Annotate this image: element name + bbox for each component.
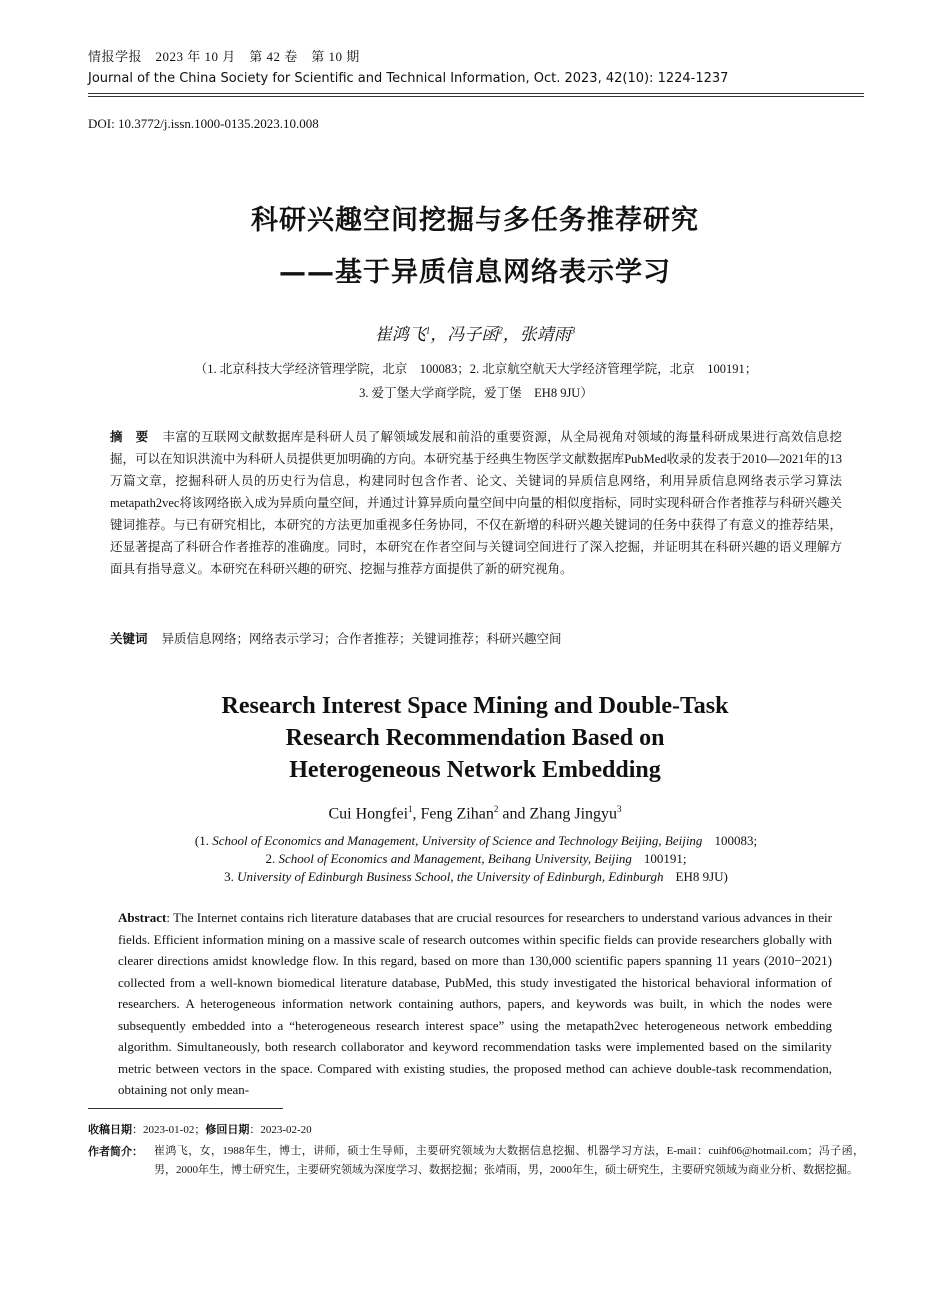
en-author-name: Zhang Jingyu xyxy=(529,805,618,823)
aff-institution: School of Economics and Management, University of Science and Technology Beijing, Beijing xyxy=(212,833,703,848)
cn-affiliation-line2: 3. 爱丁堡大学商学院，爱丁堡 EH8 9JU） xyxy=(359,386,593,400)
aff-institution: School of Economics and Management, Beihang University, Beijing xyxy=(278,851,632,866)
cn-author-name: 崔鸿飞 xyxy=(374,325,426,344)
en-title xyxy=(0,690,950,786)
en-affiliation-line1 xyxy=(88,832,864,850)
cn-title-line1: 科研兴趣空间挖掘与多任务推荐研究 xyxy=(251,205,699,236)
en-affiliation-line3 xyxy=(88,868,864,886)
aff-prefix: 3. xyxy=(224,869,238,884)
en-abstract xyxy=(118,907,832,1101)
aff-postcode: 100191; xyxy=(643,851,687,866)
footnote-rule xyxy=(88,1108,283,1109)
cn-authors xyxy=(0,320,950,345)
doi: DOI: 10.3772/j.issn.1000-0135.2023.10.008 xyxy=(88,116,319,131)
cn-keywords-text: 异质信息网络；网络表示学习；合作者推荐；关键词推荐；科研兴趣空间 xyxy=(161,632,562,646)
author-bio-text: 崔鸿飞，女，1988年生，博士，讲师，硕士生导师，主要研究领域为大数据信息挖掘、机器学习方法，E-mail：cuihf06@hotmail.com；冯子函，男，2000年生，博士研究生，主要研究领域为深度学习、数据挖掘；张靖雨，男，2000年生，硕士研究生，主要研究领域为商业分析、数据挖掘。 xyxy=(154,1145,864,1176)
en-title-line3: Heterogeneous Network Embedding xyxy=(289,757,661,783)
footnote-author-bio xyxy=(88,1142,864,1180)
cn-author-name: 冯子函 xyxy=(447,325,499,344)
cn-keywords-label: 关键词 xyxy=(110,631,148,646)
aff-institution: University of Edinburgh Business School, the University of Edinburgh, Edinburgh xyxy=(237,869,664,884)
author-separator: ， xyxy=(502,325,520,344)
received-date: 2023-01-02 xyxy=(143,1124,195,1136)
received-label: 收稿日期 xyxy=(88,1123,132,1136)
cn-abstract-label: 摘 要 xyxy=(110,429,149,444)
running-header xyxy=(88,48,864,88)
cn-affiliation-line1: （1. 北京科技大学经济管理学院，北京 100083；2. 北京航空航天大学经济管理学院，北京 100191； xyxy=(194,362,758,376)
en-abstract-text: The Internet contains rich literature databases that are crucial resources for researchers to understand various advances in their fields. Efficient information mining on a massive scale of research outcomes within specific fields can provide researchers globally with clearer directions amidst knowledge flow. In this regard, based on more than 130,000 scientific papers spanning 11 years (2010−2021) collected from a well-known biomedical literature database, PubMed, this study investigated the historical behavioral information of researchers. A heterogeneous information network containing authors, papers, and keywords was built, in which the nodes were subsequently embedded into a “heterogeneous research interest space” using the metapath2vec heterogeneous network embedding algorithm. Simultaneously, both research collaborator and keyword recommendation tasks were implemented based on the similarity metric between vectors in the space. Compared with existing studies, the proposed method can achieve double-task recommendation, obtaining not only mean- xyxy=(118,910,832,1097)
en-authors xyxy=(0,804,950,823)
aff-postcode: EH8 9JU) xyxy=(675,869,728,884)
en-author-sup: 1 xyxy=(408,804,413,814)
aff-prefix: (1. xyxy=(194,833,213,848)
revised-label: 修回日期 xyxy=(205,1123,250,1136)
revised-date: 2023-02-20 xyxy=(260,1124,312,1136)
en-abstract-label: Abstract xyxy=(118,910,167,925)
en-affiliations xyxy=(88,832,864,886)
en-author-name: Feng Zihan xyxy=(420,805,494,823)
cn-author-name: 张靖雨 xyxy=(519,325,571,344)
aff-prefix: 2. xyxy=(265,851,279,866)
journal-issue-en: Journal of the China Society for Scientific and Technical Information, Oct. 2023, 42(10): 1224-1237 xyxy=(88,71,729,86)
cn-author-sup: 1 xyxy=(425,325,431,336)
en-author-sup: 2 xyxy=(493,804,499,814)
cn-abstract xyxy=(110,426,842,580)
author-bio-label: 作者简介： xyxy=(88,1145,143,1158)
author-separator: and xyxy=(498,805,530,823)
cn-keywords xyxy=(110,628,842,650)
author-separator: ， xyxy=(430,325,448,344)
journal-issue-cn: 情报学报 2023 年 10 月 第 42 卷 第 10 期 xyxy=(88,49,360,64)
author-separator: , xyxy=(412,805,421,823)
en-title-line2: Research Recommendation Based on xyxy=(285,725,665,751)
aff-postcode: 100083; xyxy=(714,833,758,848)
cn-author-sup: 3 xyxy=(570,325,576,336)
cn-abstract-text: 丰富的互联网文献数据库是科研人员了解领域发展和前沿的重要资源，从全局视角对领域的海量科研成果进行高效信息挖掘，可以在知识洪流中为科研人员提供更加明确的方向。本研究基于经典生物医学文献数据库PubMed收录的发表于2010—2021年的13万篇文章，挖掘科研人员的历史行为信息，构建同时包含作者、论文、关键词的异质信息网络，利用异质信息网络表示学习算法metapath2vec将该网络嵌入成为异质向量空间，并通过计算异质向量空间中向量的相似度指标，同时实现科研合作者推荐与科研兴趣关键词推荐。与已有研究相比，本研究的方法更加重视多任务协同，不仅在新增的科研兴趣关键词的任务中获得了有意义的推荐结果，还显著提高了科研合作者推荐的准确度。同时，本研究在作者空间与关键词空间进行了深入挖掘，并证明其在科研兴趣的语义理解方面具有指导意义。本研究在科研兴趣的研究、挖掘与推荐方面提供了新的研究视角。 xyxy=(110,430,842,576)
cn-title-line2: ——基于异质信息网络表示学习 xyxy=(279,257,671,288)
en-author-sup: 3 xyxy=(617,804,622,814)
en-affiliation-line2 xyxy=(88,850,864,868)
footnote-dates: 收稿日期：2023-01-02；修回日期：2023-02-20 xyxy=(88,1123,312,1136)
en-author-name: Cui Hongfei xyxy=(328,805,409,823)
en-abstract-colon: : xyxy=(166,910,174,925)
header-rule-thin xyxy=(88,96,864,97)
header-rule xyxy=(88,93,864,94)
cn-author-sup: 2 xyxy=(498,325,503,336)
en-title-line1: Research Interest Space Mining and Double-Task xyxy=(221,693,729,719)
